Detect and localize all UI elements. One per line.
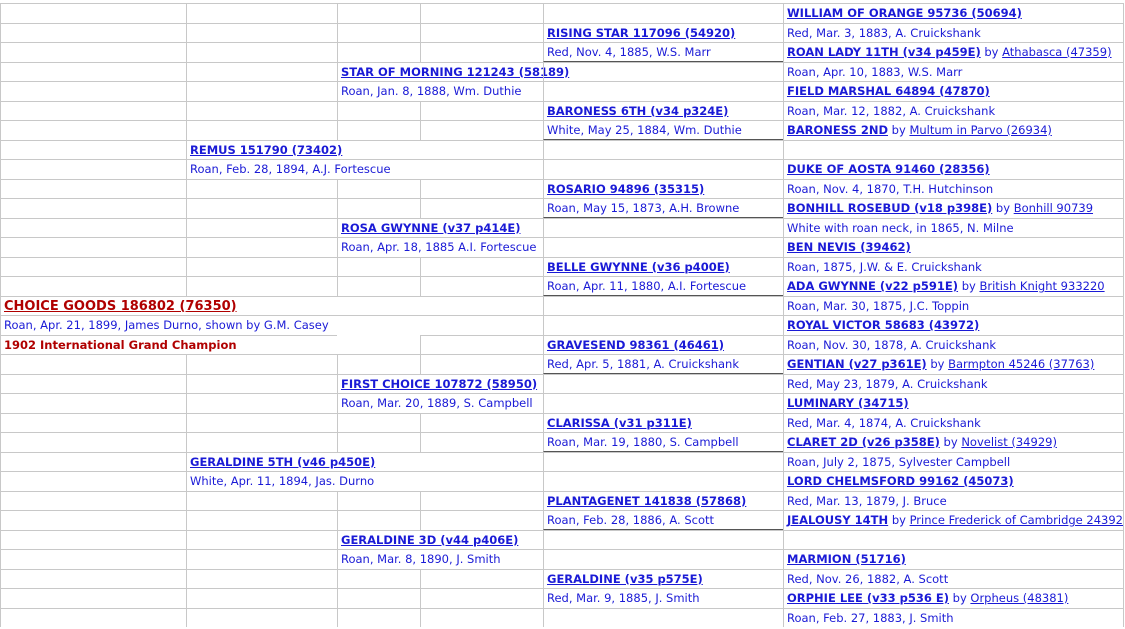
pedigree-row bbox=[0, 315, 1125, 335]
pedigree-row bbox=[0, 42, 1125, 62]
pedigree-row bbox=[0, 120, 1125, 140]
ancestor-link[interactable]: GERALDINE 5TH (v46 p450E) bbox=[190, 454, 376, 469]
ancestor-link[interactable]: REMUS 151790 (73402) bbox=[190, 142, 343, 157]
ancestor-link[interactable]: ROAN LADY 11TH (v34 p459E) bbox=[787, 45, 981, 59]
ancestor-info: Red, Nov. 26, 1882, A. Scott bbox=[787, 571, 949, 586]
pedigree-row bbox=[0, 140, 1125, 160]
ancestor-link[interactable]: WILLIAM OF ORANGE 95736 (50694) bbox=[787, 6, 1022, 20]
ancestor-link[interactable]: BONHILL ROSEBUD (v18 p398E) bbox=[787, 201, 993, 215]
by-label: by bbox=[995, 201, 1011, 215]
by-label: by bbox=[984, 45, 999, 59]
ancestor-link[interactable]: DUKE OF AOSTA 91460 (28356) bbox=[787, 162, 990, 176]
sire-link[interactable]: Athabasca (47359) bbox=[1002, 45, 1112, 59]
sire-link[interactable]: Novelist (34929) bbox=[961, 435, 1057, 449]
pedigree-row bbox=[0, 471, 1125, 491]
ancestor-info: White, May 25, 1884, Wm. Duthie bbox=[547, 123, 742, 137]
ancestor-link[interactable]: GERALDINE 3D (v44 p406E) bbox=[341, 532, 519, 547]
by-label: by bbox=[930, 357, 945, 371]
ancestor-link[interactable]: LUMINARY (34715) bbox=[787, 396, 909, 410]
ancestor-info: Roan, Feb. 28, 1886, A. Scott bbox=[547, 513, 715, 527]
ancestor-info: Red, Mar. 3, 1883, A. Cruickshank bbox=[787, 25, 981, 40]
sire-link[interactable]: Orpheus (48381) bbox=[970, 591, 1069, 605]
ancestor-link[interactable]: BELLE GWYNNE (v36 p400E) bbox=[547, 259, 730, 274]
pedigree-row bbox=[0, 81, 1125, 101]
ancestor-info: Roan, Apr. 10, 1883, W.S. Marr bbox=[787, 64, 963, 79]
ancestor-link[interactable]: ADA GWYNNE (v22 p591E) bbox=[787, 279, 959, 293]
pedigree-row bbox=[0, 432, 1125, 452]
pedigree-row bbox=[0, 569, 1125, 589]
pedigree-row bbox=[0, 530, 1125, 550]
ancestor-link[interactable]: ROYAL VICTOR 58683 (43972) bbox=[787, 318, 980, 332]
pedigree-row bbox=[0, 491, 1125, 511]
pedigree-row bbox=[0, 218, 1125, 238]
ancestor-info: Roan, Mar. 12, 1882, A. Cruickshank bbox=[787, 103, 996, 118]
ancestor-info: Red, May 23, 1879, A. Cruickshank bbox=[787, 376, 988, 391]
subject-name-link[interactable]: CHOICE GOODS 186802 (76350) bbox=[4, 298, 237, 314]
by-label: by bbox=[891, 123, 906, 137]
ancestor-info: Roan, Mar. 30, 1875, J.C. Toppin bbox=[787, 298, 970, 313]
ancestor-info: Roan, Apr. 18, 1885 A.I. Fortescue bbox=[341, 240, 537, 254]
pedigree-row bbox=[0, 452, 1125, 472]
pedigree-row bbox=[0, 23, 1125, 43]
pedigree-row bbox=[0, 237, 1125, 257]
ancestor-link[interactable]: BEN NEVIS (39462) bbox=[787, 240, 911, 254]
ancestor-info: White, Apr. 11, 1894, Jas. Durno bbox=[190, 474, 375, 488]
pedigree-row bbox=[0, 549, 1125, 569]
ancestor-link[interactable]: ROSA GWYNNE (v37 p414E) bbox=[341, 220, 521, 235]
pedigree-row bbox=[0, 257, 1125, 277]
ancestor-link[interactable]: ROSARIO 94896 (35315) bbox=[547, 181, 705, 196]
ancestor-info: Roan, Apr. 11, 1880, A.I. Fortescue bbox=[547, 279, 747, 293]
by-label: by bbox=[943, 435, 958, 449]
ancestor-link[interactable]: GRAVESEND 98361 (46461) bbox=[547, 337, 725, 352]
ancestor-link[interactable]: RISING STAR 117096 (54920) bbox=[547, 25, 736, 40]
ancestor-link[interactable]: LORD CHELMSFORD 99162 (45073) bbox=[787, 474, 1014, 488]
ancestor-link[interactable]: FIELD MARSHAL 64894 (47870) bbox=[787, 84, 990, 98]
pedigree-row bbox=[0, 335, 1125, 355]
by-label: by bbox=[952, 591, 967, 605]
ancestor-link[interactable]: BARONESS 6TH (v34 p324E) bbox=[547, 103, 729, 118]
ancestor-link[interactable]: CLARET 2D (v26 p358E) bbox=[787, 435, 940, 449]
sire-link[interactable]: Bonhill 90739 bbox=[1013, 201, 1094, 215]
pedigree-row bbox=[0, 101, 1125, 121]
pedigree-row bbox=[0, 276, 1125, 296]
sire-link[interactable]: Multum in Parvo (26934) bbox=[909, 123, 1052, 137]
ancestor-info: Red, Mar. 9, 1885, J. Smith bbox=[547, 591, 700, 605]
pedigree-row bbox=[0, 510, 1125, 530]
ancestor-link[interactable]: GERALDINE (v35 p575E) bbox=[547, 571, 703, 586]
ancestor-link[interactable]: GENTIAN (v27 p361E) bbox=[787, 357, 927, 371]
ancestor-info: Roan, Mar. 8, 1890, J. Smith bbox=[341, 552, 501, 566]
pedigree-row bbox=[0, 296, 1125, 316]
pedigree-row bbox=[0, 413, 1125, 433]
pedigree-row bbox=[0, 3, 1125, 23]
ancestor-info: Roan, Feb. 28, 1894, A.J. Fortescue bbox=[190, 162, 391, 176]
subject-award: 1902 International Grand Champion bbox=[4, 337, 237, 352]
by-label: by bbox=[891, 513, 906, 527]
pedigree-row bbox=[0, 608, 1125, 628]
ancestor-link[interactable]: MARMION (51716) bbox=[787, 552, 906, 566]
sire-link[interactable]: British Knight 933220 bbox=[979, 279, 1105, 293]
pedigree-row bbox=[0, 374, 1125, 394]
ancestor-info: White with roan neck, in 1865, N. Milne bbox=[787, 220, 1014, 235]
ancestor-info: Red, Nov. 4, 1885, W.S. Marr bbox=[547, 45, 711, 59]
ancestor-info: Roan, May 15, 1873, A.H. Browne bbox=[547, 201, 740, 215]
sire-link[interactable]: Prince Frederick of Cambridge 24392 bbox=[909, 513, 1123, 527]
pedigree-row bbox=[0, 198, 1125, 218]
ancestor-link[interactable]: ORPHIE LEE (v33 p536 E) bbox=[787, 591, 949, 605]
ancestor-link[interactable]: PLANTAGENET 141838 (57868) bbox=[547, 493, 747, 508]
pedigree-row bbox=[0, 159, 1125, 179]
ancestor-info: Roan, Mar. 20, 1889, S. Campbell bbox=[341, 396, 533, 410]
subject-info: Roan, Apr. 21, 1899, James Durno, shown by G.M. Casey bbox=[4, 318, 329, 332]
sire-link[interactable]: Barmpton 45246 (37763) bbox=[948, 357, 1095, 371]
ancestor-link[interactable]: FIRST CHOICE 107872 (58950) bbox=[341, 376, 538, 391]
ancestor-info: Roan, Mar. 19, 1880, S. Campbell bbox=[547, 435, 739, 449]
ancestor-info: Roan, Nov. 30, 1878, A. Cruickshank bbox=[787, 337, 997, 352]
ancestor-info: Roan, July 2, 1875, Sylvester Campbell bbox=[787, 454, 1011, 469]
ancestor-link[interactable]: BARONESS 2ND bbox=[787, 123, 889, 137]
ancestor-link[interactable]: CLARISSA (v31 p311E) bbox=[547, 415, 692, 430]
ancestor-info: Roan, Feb. 27, 1883, J. Smith bbox=[787, 610, 954, 625]
ancestor-info: Roan, Jan. 8, 1888, Wm. Duthie bbox=[341, 84, 522, 98]
ancestor-info: Red, Mar. 13, 1879, J. Bruce bbox=[787, 493, 947, 508]
ancestor-info: Roan, Nov. 4, 1870, T.H. Hutchinson bbox=[787, 181, 994, 196]
pedigree-row bbox=[0, 179, 1125, 199]
pedigree-row bbox=[0, 588, 1125, 608]
pedigree-row bbox=[0, 62, 1125, 82]
ancestor-link[interactable]: STAR OF MORNING 121243 (58189) bbox=[341, 64, 570, 79]
ancestor-info: Roan, 1875, J.W. & E. Cruickshank bbox=[787, 259, 982, 274]
by-label: by bbox=[961, 279, 976, 293]
ancestor-info: Red, Apr. 5, 1881, A. Cruickshank bbox=[547, 357, 739, 371]
pedigree-row bbox=[0, 354, 1125, 374]
pedigree-row bbox=[0, 393, 1125, 413]
ancestor-link[interactable]: JEALOUSY 14TH bbox=[787, 513, 889, 527]
ancestor-info: Red, Mar. 4, 1874, A. Cruickshank bbox=[787, 415, 981, 430]
